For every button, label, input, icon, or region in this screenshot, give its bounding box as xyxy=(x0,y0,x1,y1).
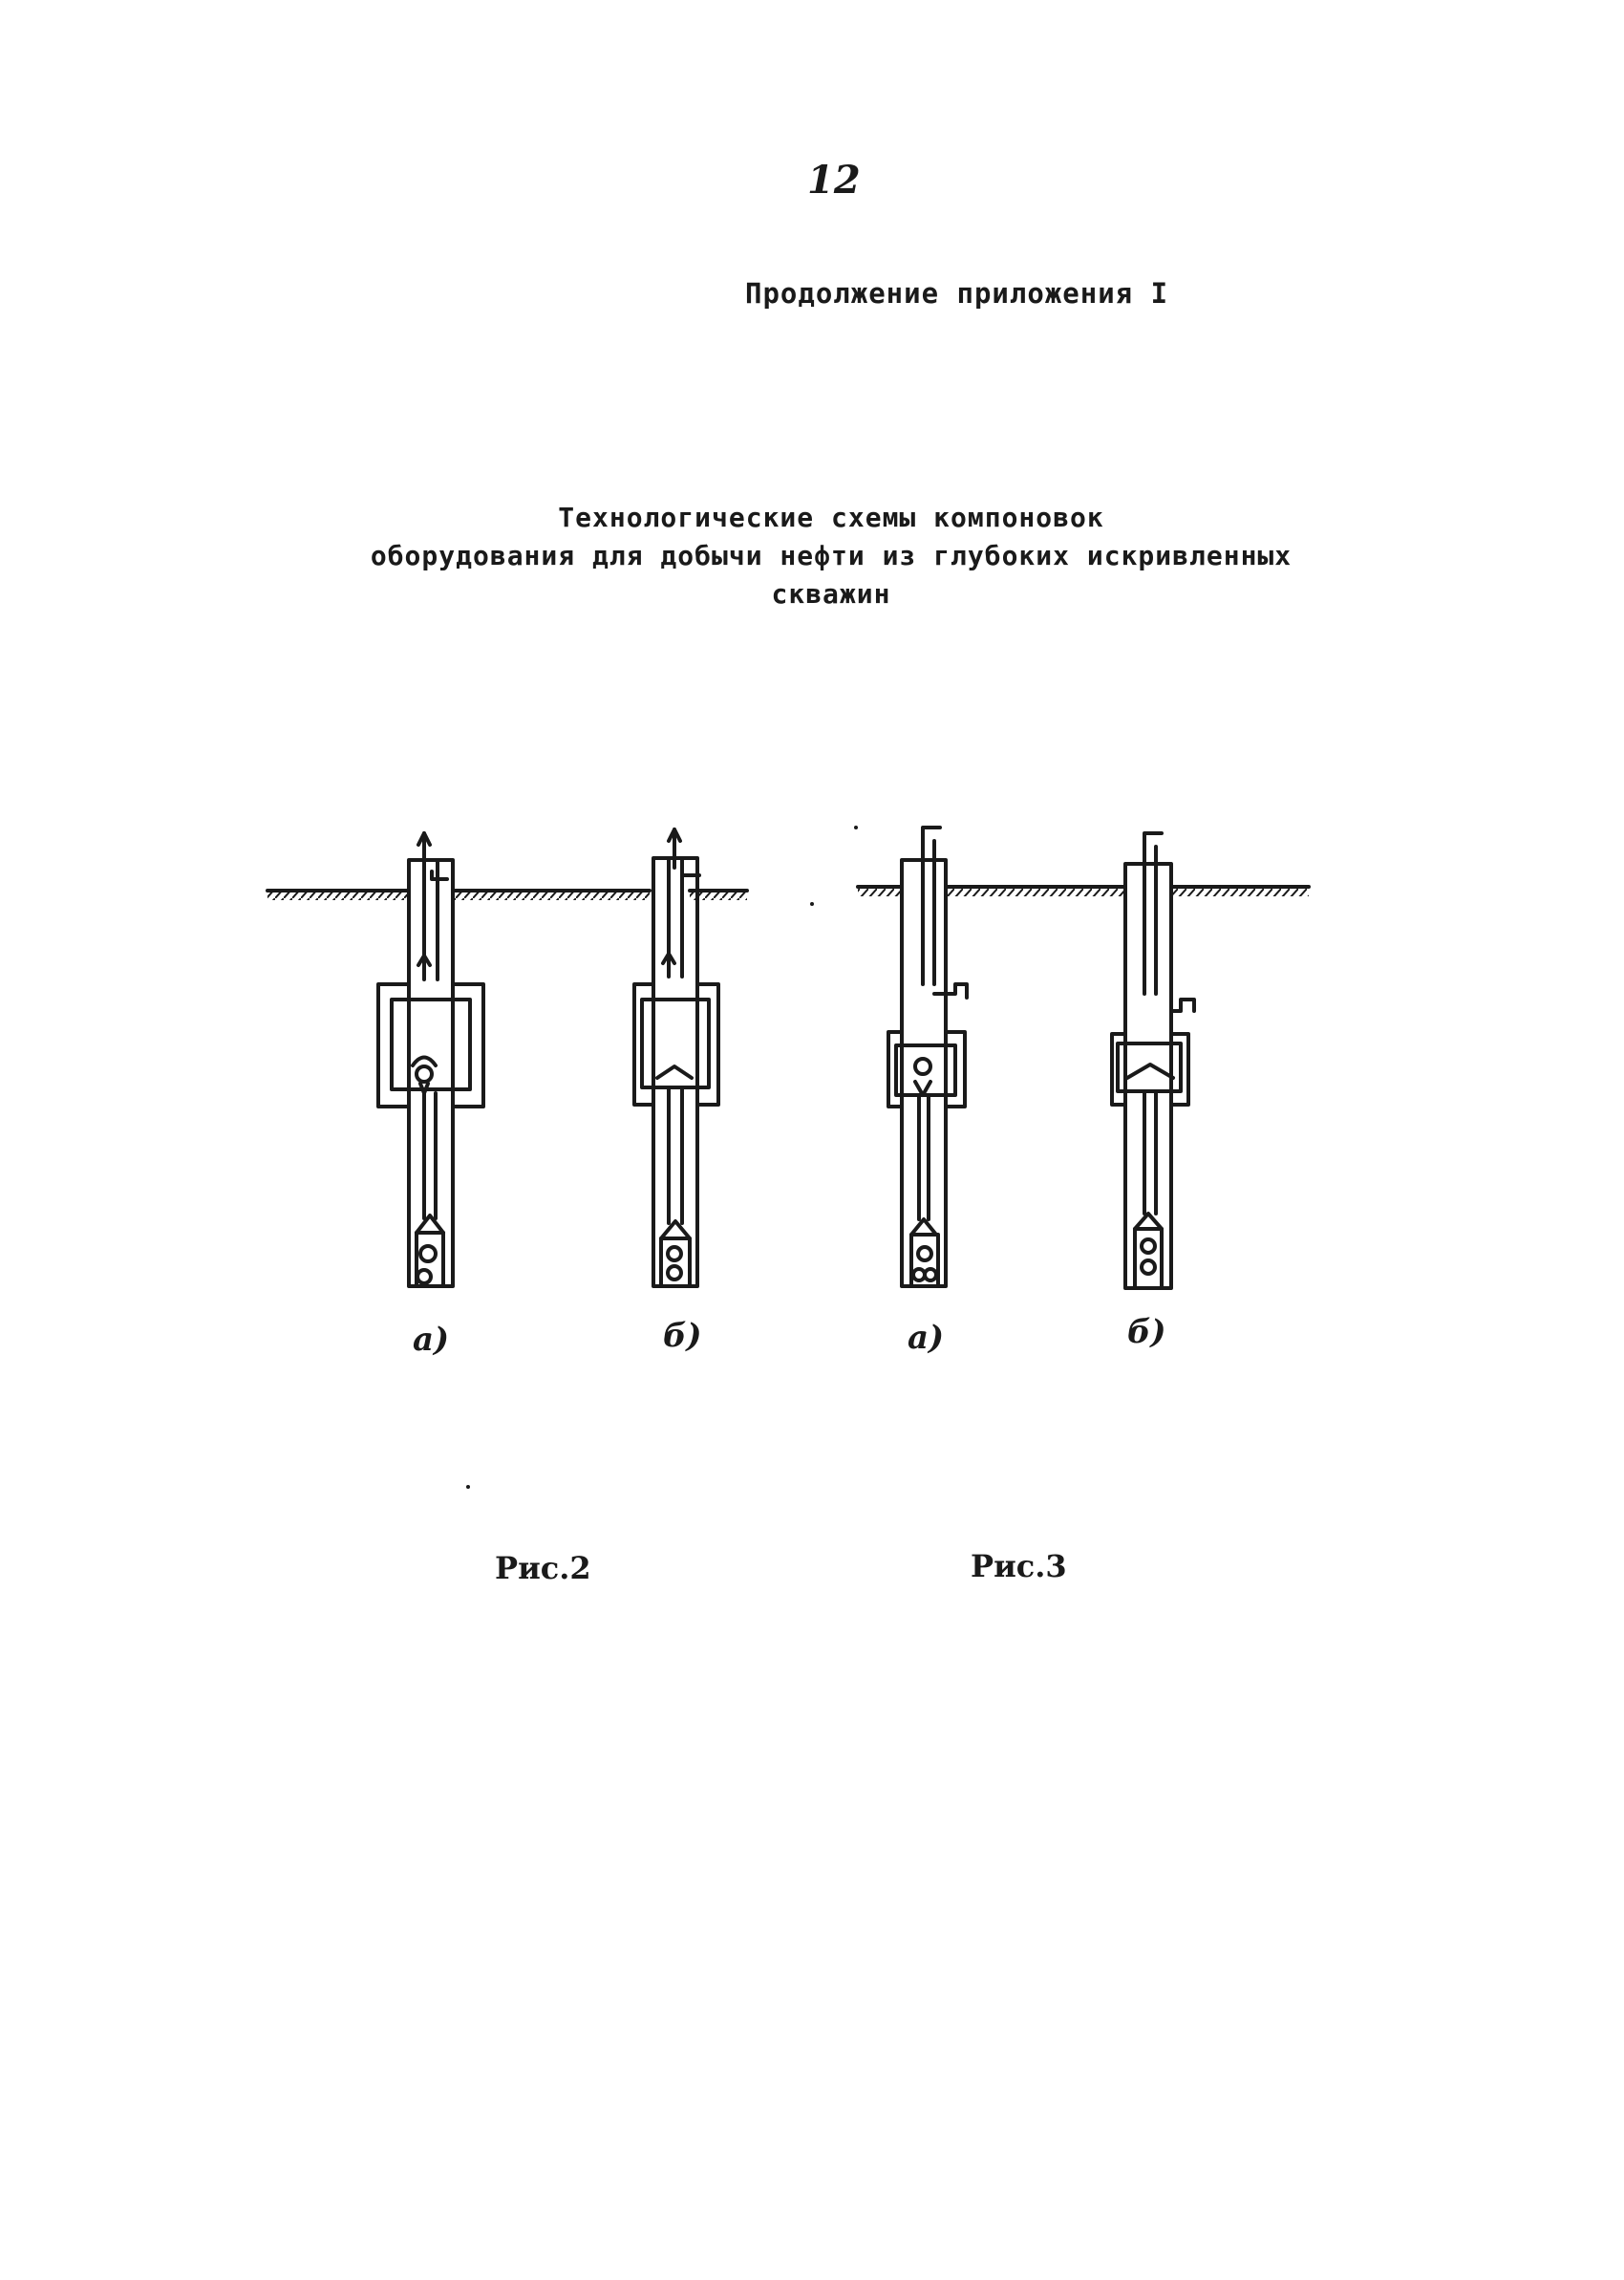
ground-surface-fig3 xyxy=(858,887,1309,896)
schematic-fig3-b xyxy=(1112,833,1194,1288)
title-line: Технологические схемы компоновок xyxy=(558,502,1104,533)
ground-surface-fig2 xyxy=(267,891,747,900)
scan-speck xyxy=(810,902,814,906)
scan-speck xyxy=(854,826,858,829)
variant-label-fig2-a: а) xyxy=(413,1321,450,1359)
title-line: скважин xyxy=(771,578,891,610)
page-number: 12 xyxy=(807,158,861,203)
figure-caption-fig2: Рис.2 xyxy=(495,1550,591,1586)
appendix-continuation-label: Продолжение приложения I xyxy=(745,277,1169,310)
variant-label-fig3-b: б) xyxy=(1127,1313,1166,1351)
scan-speck xyxy=(466,1485,470,1489)
title-line: оборудования для добычи нефти из глубоких искривленных xyxy=(370,540,1293,571)
variant-label-fig2-b: б) xyxy=(663,1317,702,1355)
figure-caption-fig3: Рис.3 xyxy=(971,1548,1067,1584)
schematic-fig2-a xyxy=(378,833,483,1286)
variant-label-fig3-a: а) xyxy=(908,1319,945,1357)
